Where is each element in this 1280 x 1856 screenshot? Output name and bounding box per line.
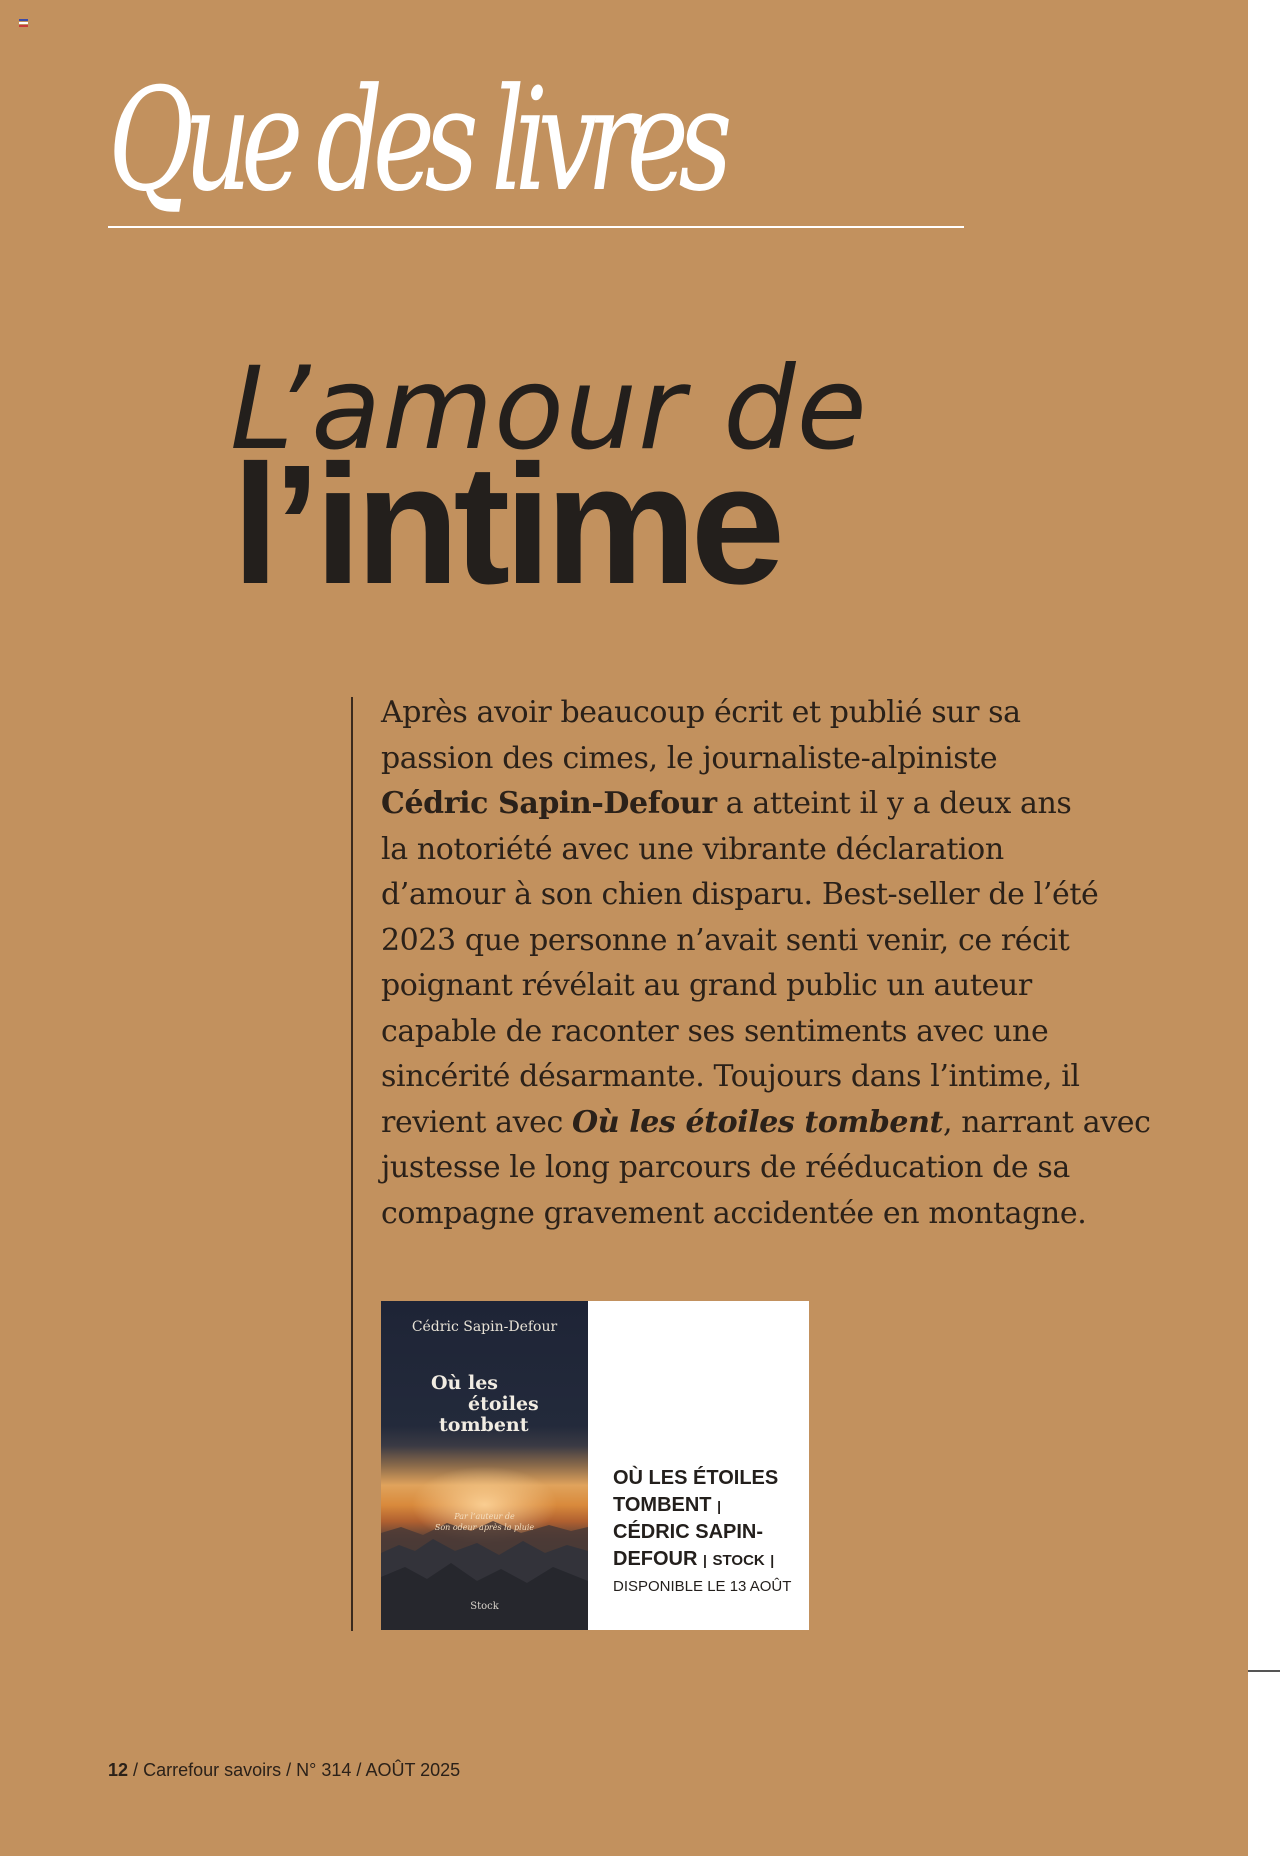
body-line: compagne gravement accidentée en montagne. bbox=[381, 1195, 1087, 1231]
headline-line-2: l’intime bbox=[232, 430, 780, 620]
book-cover bbox=[381, 1301, 588, 1630]
issue-date: AOÛT 2025 bbox=[365, 1760, 461, 1780]
magazine-name: Carrefour savoirs bbox=[143, 1760, 282, 1780]
mountain-silhouette-icon bbox=[381, 1301, 588, 1630]
gutter-rule bbox=[1248, 1670, 1280, 1672]
flag-icon bbox=[19, 19, 28, 27]
book-title-italic: Où les étoiles tombent bbox=[572, 1104, 943, 1140]
body-fragment: revient avec bbox=[381, 1104, 563, 1140]
page-gutter bbox=[1248, 0, 1280, 1856]
book-info-author-fragment: DEFOUR bbox=[613, 1547, 698, 1570]
book-info-author-line bbox=[613, 1546, 803, 1575]
cover-title-line: Où les bbox=[431, 1372, 498, 1394]
page-number: 12 bbox=[108, 1760, 129, 1780]
body-line: Après avoir beaucoup écrit et publié sur sa bbox=[381, 695, 1021, 730]
body-line: d’amour à son chien disparu. Best-seller de l’été bbox=[381, 877, 1099, 912]
page-footer bbox=[108, 1760, 460, 1781]
body-line bbox=[381, 1100, 1151, 1146]
body-line: passion des cimes, le journaliste-alpiniste bbox=[381, 740, 998, 776]
body-line: 2023 que personne n’avait senti venir, ce récit bbox=[381, 922, 1070, 958]
cover-author: Cédric Sapin-Defour bbox=[411, 1319, 558, 1335]
cover-tagline-line: Par l’auteur de bbox=[454, 1512, 515, 1521]
cover-publisher: Stock bbox=[470, 1601, 499, 1612]
title-underline bbox=[108, 226, 964, 228]
book-card bbox=[381, 1301, 809, 1630]
book-availability: DISPONIBLE LE 13 AOÛT bbox=[613, 1578, 792, 1595]
body-line: la notoriété avec une vibrante déclaration bbox=[381, 831, 1004, 867]
article-vertical-rule bbox=[351, 697, 353, 1631]
body-line: sincérité désarmante. Toujours dans l’intime, il bbox=[381, 1059, 1080, 1094]
cover-tagline bbox=[381, 1511, 588, 1533]
body-line bbox=[381, 781, 1121, 827]
footer-separator: / bbox=[133, 1760, 139, 1780]
book-info-title-line: OÙ LES ÉTOILES bbox=[613, 1467, 779, 1489]
cover-title bbox=[381, 1373, 588, 1436]
cover-tagline-line: Son odeur après la pluie bbox=[434, 1523, 535, 1532]
article-body bbox=[381, 690, 1151, 1236]
issue-number: N° 314 bbox=[296, 1760, 352, 1780]
headline-line-1: L’amour de bbox=[230, 342, 868, 475]
footer-separator: / bbox=[356, 1760, 362, 1780]
author-name: Cédric Sapin-Defour bbox=[381, 786, 717, 821]
book-info-title-line bbox=[613, 1492, 803, 1520]
book-info bbox=[613, 1465, 803, 1598]
body-line: justesse le long parcours de rééducation de sa bbox=[381, 1150, 1070, 1185]
footer-separator: / bbox=[286, 1760, 292, 1780]
separator: | bbox=[703, 1551, 707, 1568]
body-line: poignant révélait au grand public un auteur bbox=[381, 968, 1032, 1003]
cover-title-line: étoiles bbox=[468, 1393, 539, 1415]
section-title: Que des livres bbox=[108, 58, 723, 223]
cover-title-line: tombent bbox=[439, 1414, 529, 1436]
body-line: capable de raconter ses sentiments avec une bbox=[381, 1013, 1049, 1049]
body-fragment: , narrant avec bbox=[942, 1104, 1151, 1140]
separator: | bbox=[717, 1497, 721, 1514]
body-fragment: a atteint il y a deux ans bbox=[725, 786, 1072, 821]
book-info-title-fragment: TOMBENT bbox=[613, 1493, 712, 1516]
book-info-publisher: STOCK bbox=[712, 1551, 765, 1569]
book-info-author-line: CÉDRIC SAPIN- bbox=[613, 1521, 764, 1543]
separator: | bbox=[770, 1551, 775, 1568]
